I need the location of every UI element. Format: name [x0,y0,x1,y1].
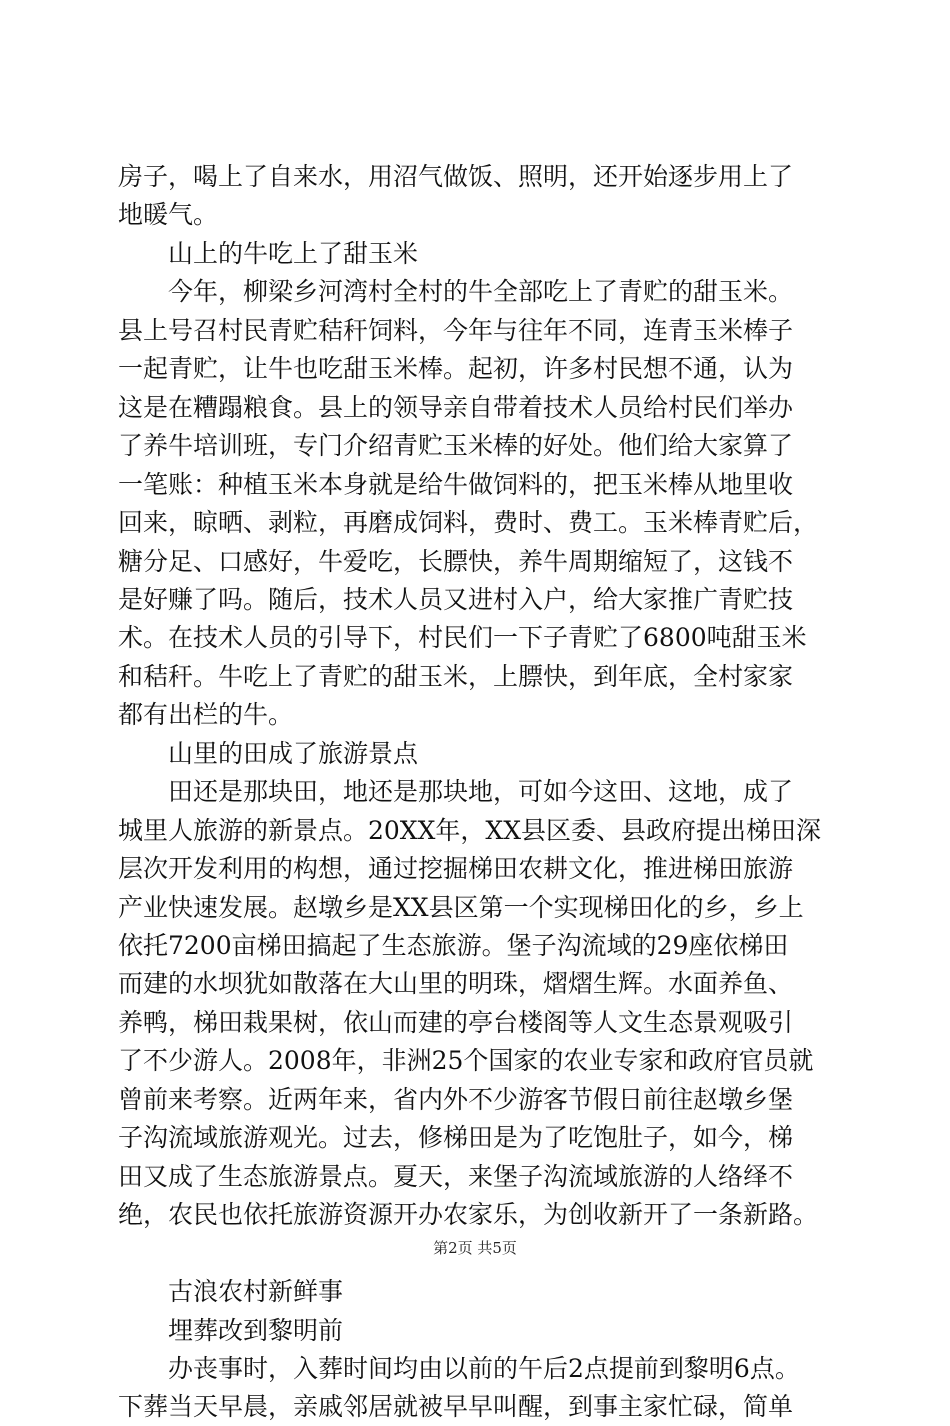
text-line: 术。在技术人员的引导下，村民们一下子青贮了6800吨甜玉米 [118,623,807,653]
text-line: 了不少游人。2008年，非洲25个国家的农业专家和政府官员就 [118,1046,814,1076]
text-line: 一起青贮，让牛也吃甜玉米棒。起初，许多村民想不通，认为 [118,354,794,384]
text-line: 城里人旅游的新景点。20XX年，XX县区委、县政府提出梯田深 [118,815,822,845]
text-line: 埋葬改到黎明前 [118,1315,344,1345]
text-line: 一笔账：种植玉米本身就是给牛做饲料的，把玉米棒从地里收 [118,469,794,499]
text-line: 办丧事时，入葬时间均由以前的午后2点提前到黎明6点。 [118,1353,800,1383]
text-line: 是好赚了吗。随后，技术人员又进村入户，给大家推广青贮技 [118,584,794,614]
text-line: 养鸭，梯田栽果树，依山而建的亭台楼阁等人文生态景观吸引 [118,1007,794,1037]
text-line: 山上的牛吃上了甜玉米 [118,238,419,268]
text-line: 和秸秆。牛吃上了青贮的甜玉米，上膘快，到年底，全村家家 [118,661,794,691]
page-footer: 第2页 共5页 [433,1239,517,1257]
text-line: 曾前来考察。近两年来，省内外不少游客节假日前往赵墩乡堡 [118,1084,794,1114]
text-line: 下葬当天早晨，亲戚邻居就被早早叫醒，到事主家忙碌，简单 [118,1392,794,1422]
text-line: 绝，农民也依托旅游资源开办农家乐，为创收新开了一条新路。 [118,1200,819,1230]
text-line: 都有出栏的牛。 [118,700,294,730]
text-line: 田还是那块田，地还是那块地，可如今这田、这地，成了 [118,777,794,807]
text-line: 回来，晾晒、剥粒，再磨成饲料，费时、费工。玉米棒青贮后， [118,508,819,538]
text-line: 山里的田成了旅游景点 [118,738,419,768]
text-line: 田又成了生态旅游景点。夏天，来堡子沟流域旅游的人络绎不 [118,1161,794,1191]
text-line: 依托7200亩梯田搞起了生态旅游。堡子沟流域的29座依梯田 [118,931,789,960]
text-line: 房子，喝上了自来水，用沼气做饭、照明，还开始逐步用上了 [118,162,794,191]
text-line: 产业快速发展。赵墩乡是XX县区第一个实现梯田化的乡，乡上 [118,892,804,922]
text-line: 糖分足、口感好，牛爱吃，长膘快，养牛周期缩短了，这钱不 [118,546,794,576]
text-line: 县上号召村民青贮秸秆饲料，今年与往年不同，连青玉米棒子 [118,315,794,345]
text-line: 子沟流域旅游观光。过去，修梯田是为了吃饱肚子，如今，梯 [118,1123,794,1153]
text-line: 了养牛培训班，专门介绍青贮玉米棒的好处。他们给大家算了 [118,431,794,461]
text-line: 层次开发利用的构想，通过挖掘梯田农耕文化，推进梯田旅游 [118,854,794,884]
text-line: 而建的水坝犹如散落在大山里的明珠，熠熠生辉。水面养鱼、 [118,969,794,999]
text-line: 古浪农村新鲜事 [118,1277,344,1307]
text-line: 今年，柳梁乡河湾村全村的牛全部吃上了青贮的甜玉米。 [118,277,794,307]
text-line: 地暖气。 [118,200,219,230]
text-line: 这是在糟蹋粮食。县上的领导亲自带着技术人员给村民们举办 [118,392,794,422]
